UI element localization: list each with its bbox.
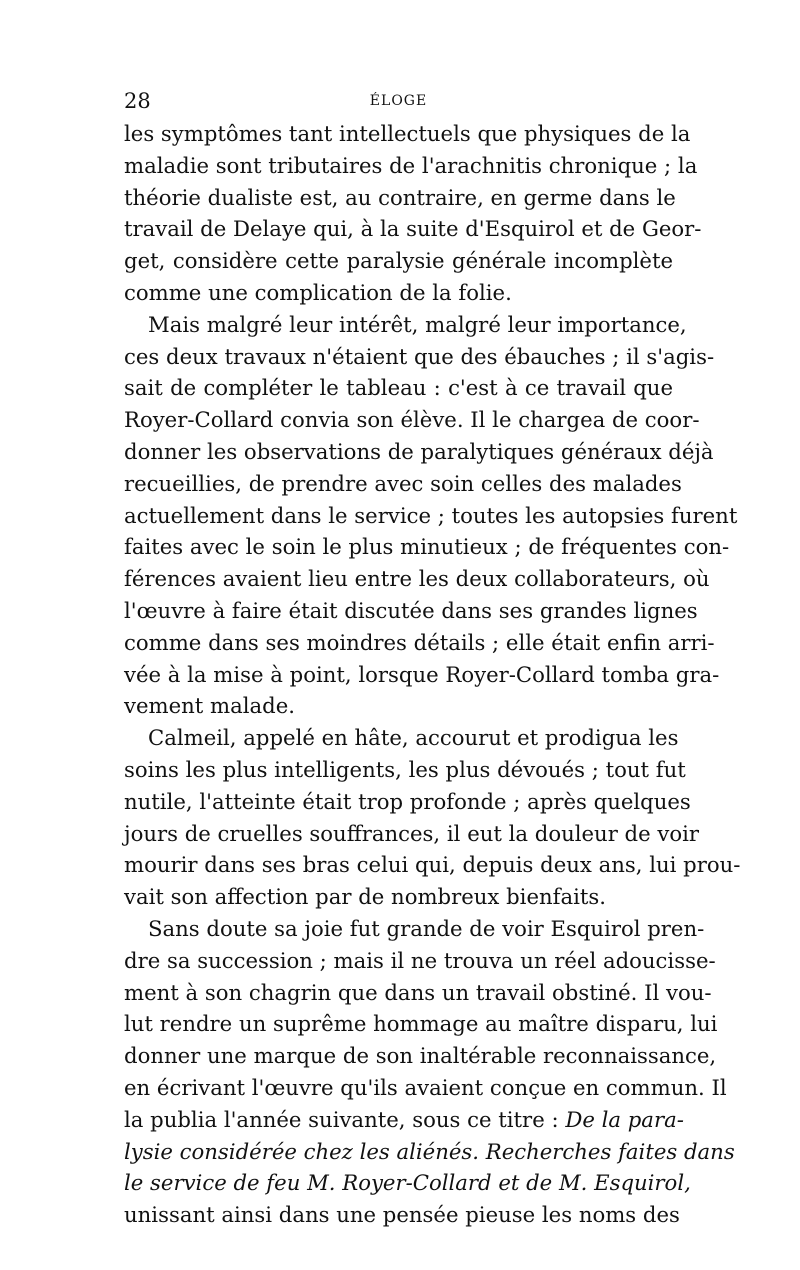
text-line [124,977,712,1009]
text-segment: lut rendre un suprême hommage au maître disparu, lui [124,1011,718,1037]
text-segment: vement malade. [124,693,296,719]
text-segment: Sans doute sa joie fut grande de voir Esquirol pren- [148,915,705,941]
text-segment: la publia l'année suivante, sous ce titre : [124,1106,566,1132]
text-segment: vée à la mise à point, lorsque Royer-Collard tomba gra- [124,661,720,687]
text-segment: recueillies, de prendre avec soin celles des malades [124,470,682,496]
text-segment: ces deux travaux n'étaient que des ébauches ; il s'agis- [124,343,715,369]
page-header [124,86,673,116]
italic-text: De la para- [565,1106,684,1132]
text-line [124,786,691,818]
text-line [124,500,738,532]
text-segment: en écrivant l'œuvre qu'ils avaient conçue en commun. Il [124,1074,727,1100]
text-line [124,118,691,150]
text-line [124,309,687,341]
text-segment: vait son affection par de nombreux bienfaits. [124,884,606,910]
text-line [124,404,700,436]
text-line [124,1072,727,1104]
text-line [124,213,702,245]
text-line [124,1040,717,1072]
text-line [124,913,705,945]
text-line [124,1136,735,1168]
text-line [124,754,686,786]
text-line [124,945,716,977]
text-segment: Royer-Collard convia son élève. Il le chargea de coor- [124,407,700,433]
text-line [124,595,698,627]
text-line [124,372,673,404]
text-line [124,563,710,595]
text-segment: sait de compléter le tableau : c'est à ce travail que [124,375,673,401]
text-segment: actuellement dans le service ; toutes les autopsies furent [124,502,738,528]
text-line [124,818,700,850]
text-segment: comme une complication de la folie. [124,279,512,305]
text-line [124,627,715,659]
text-line [124,1104,684,1136]
text-line [124,277,673,309]
text-segment: Mais malgré leur intérêt, malgré leur importance, [148,311,687,337]
text-segment: get, considère cette paralysie générale incomplète [124,248,673,274]
text-segment: mourir dans ses bras celui qui, depuis deux ans, lui prou- [124,852,741,878]
text-line [124,659,720,691]
text-line [124,1167,691,1199]
text-segment: dre sa succession ; mais il ne trouva un réel adoucisse- [124,947,716,973]
text-line [124,150,698,182]
text-line [124,881,673,913]
text-line [124,436,714,468]
text-segment: les symptômes tant intellectuels que physiques de la [124,121,691,146]
text-segment: nutile, l'atteinte était trop profonde ; après quelques [124,788,691,814]
body-text [124,118,741,1231]
text-segment: travail de Delaye qui, à la suite d'Esquirol et de Geor- [124,216,702,242]
text-line [124,531,730,563]
running-head: ÉLOGE [369,93,428,109]
italic-text: lysie considérée chez les aliénés. Recherches faites dans [124,1138,735,1164]
text-line [124,245,673,277]
text-line [124,468,682,500]
text-segment: ment à son chagrin que dans un travail obstiné. Il vou- [124,979,712,1005]
text-segment: jours de cruelles souffrances, il eut la douleur de voir [124,820,700,846]
italic-text: le service de feu M. Royer-Collard et de M. Esquirol, [124,1170,691,1196]
text-line [124,849,741,881]
text-segment: l'œuvre à faire était discutée dans ses grandes lignes [124,597,698,623]
text-line [124,722,679,754]
text-segment: donner une marque de son inaltérable reconnaissance, [124,1043,717,1069]
page-number: 28 [124,89,151,113]
text-line [124,1008,718,1040]
text-line [124,690,673,722]
text-segment: comme dans ses moindres détails ; elle était enfin arri- [124,629,715,655]
text-segment: Calmeil, appelé en hâte, accourut et prodigua les [148,725,679,751]
text-line [124,341,715,373]
text-line [124,182,676,214]
text-segment: maladie sont tributaires de l'arachnitis chronique ; la [124,152,698,178]
text-segment: donner les observations de paralytiques généraux déjà [124,438,714,464]
text-segment: soins les plus intelligents, les plus dévoués ; tout fut [124,756,686,782]
text-segment: théorie dualiste est, au contraire, en germe dans le [124,184,676,210]
text-segment: férences avaient lieu entre les deux collaborateurs, où [124,566,710,592]
text-line [124,1199,680,1231]
text-segment: faites avec le soin le plus minutieux ; de fréquentes con- [124,534,730,560]
text-segment: unissant ainsi dans une pensée pieuse les noms des [124,1202,680,1228]
